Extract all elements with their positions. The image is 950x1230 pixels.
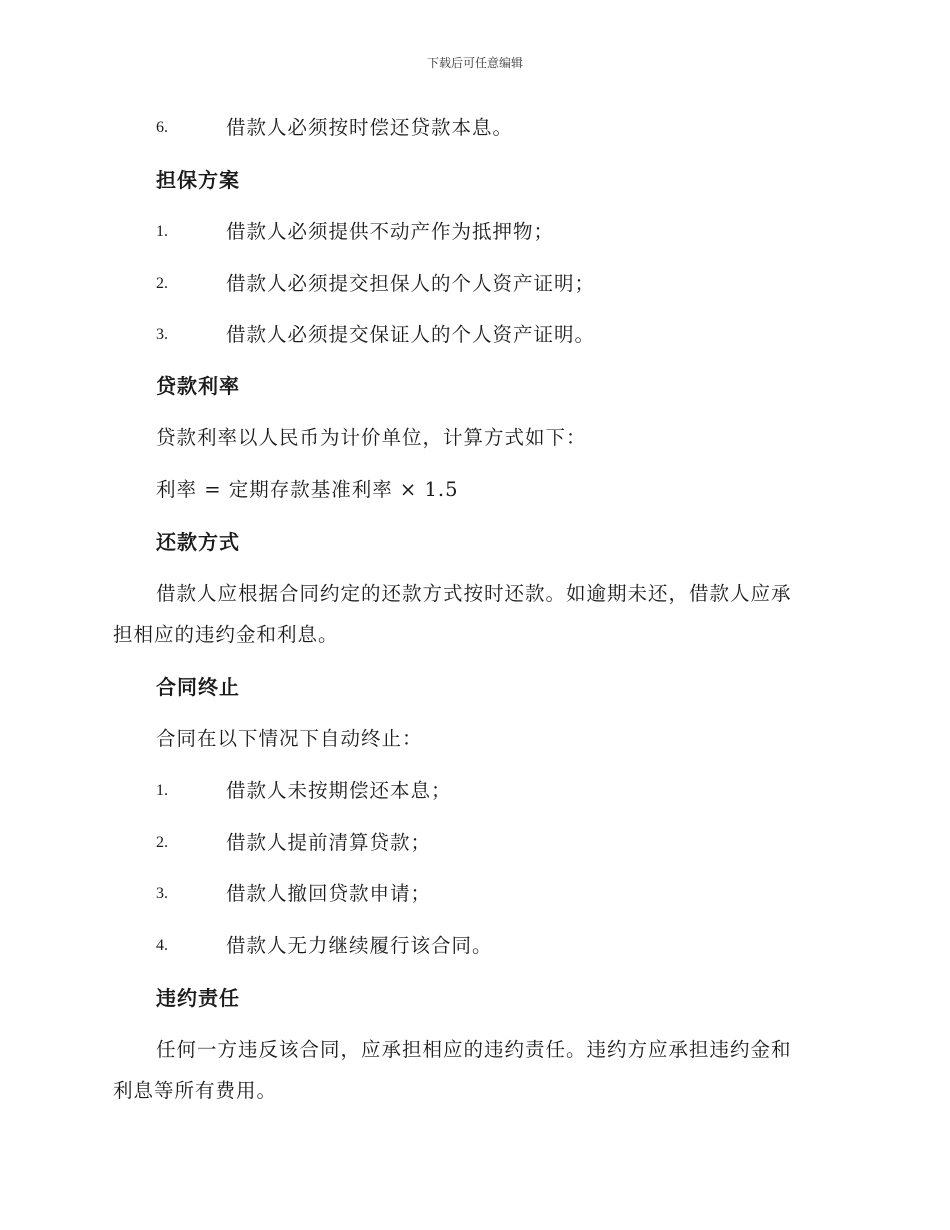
section-heading-guarantee: 担保方案 [156, 168, 240, 192]
list-item-number: 2. [156, 834, 168, 851]
list-item-text: 借款人未按期偿还本息； [226, 779, 452, 802]
list-item-text: 借款人撤回贷款申请； [226, 882, 432, 905]
list-item-text: 借款人无力继续履行该合同。 [226, 934, 493, 957]
rate-intro: 贷款利率以人民币为计价单位，计算方式如下： [156, 426, 587, 449]
section-heading-termination: 合同终止 [156, 675, 240, 699]
list-item-number: 2. [156, 275, 168, 292]
liability-paragraph-line1: 任何一方违反该合同，应承担相应的违约责任。违约方应承担违约金和 [156, 1038, 792, 1061]
list-item-number: 3. [156, 885, 168, 902]
list-item-text: 借款人必须提交担保人的个人资产证明； [226, 272, 596, 295]
section-heading-liability: 违约责任 [156, 986, 240, 1010]
page-header: 下载后可任意编辑 [426, 56, 523, 70]
section-heading-rate: 贷款利率 [156, 374, 240, 398]
termination-intro: 合同在以下情况下自动终止： [156, 727, 423, 750]
list-item-number: 4. [156, 937, 168, 954]
list-item-number: 6. [156, 119, 168, 136]
list-item-text: 借款人提前清算贷款； [226, 831, 432, 854]
list-item-number: 1. [156, 782, 168, 799]
repayment-paragraph-line1: 借款人应根据合同约定的还款方式按时还款。如逾期未还，借款人应承 [156, 582, 792, 605]
list-item-text: 借款人必须按时偿还贷款本息。 [226, 116, 514, 139]
rate-formula: 利率 = 定期存款基准利率 × 1.5 [156, 478, 459, 501]
list-item-number: 1. [156, 223, 168, 240]
list-item-text: 借款人必须提交保证人的个人资产证明。 [226, 323, 596, 346]
list-item-number: 3. [156, 326, 168, 343]
section-heading-repayment: 还款方式 [156, 530, 240, 554]
liability-paragraph-line2: 利息等所有费用。 [113, 1079, 278, 1102]
repayment-paragraph-line2: 担相应的违约金和利息。 [113, 623, 339, 646]
list-item-text: 借款人必须提供不动产作为抵押物； [226, 220, 555, 243]
